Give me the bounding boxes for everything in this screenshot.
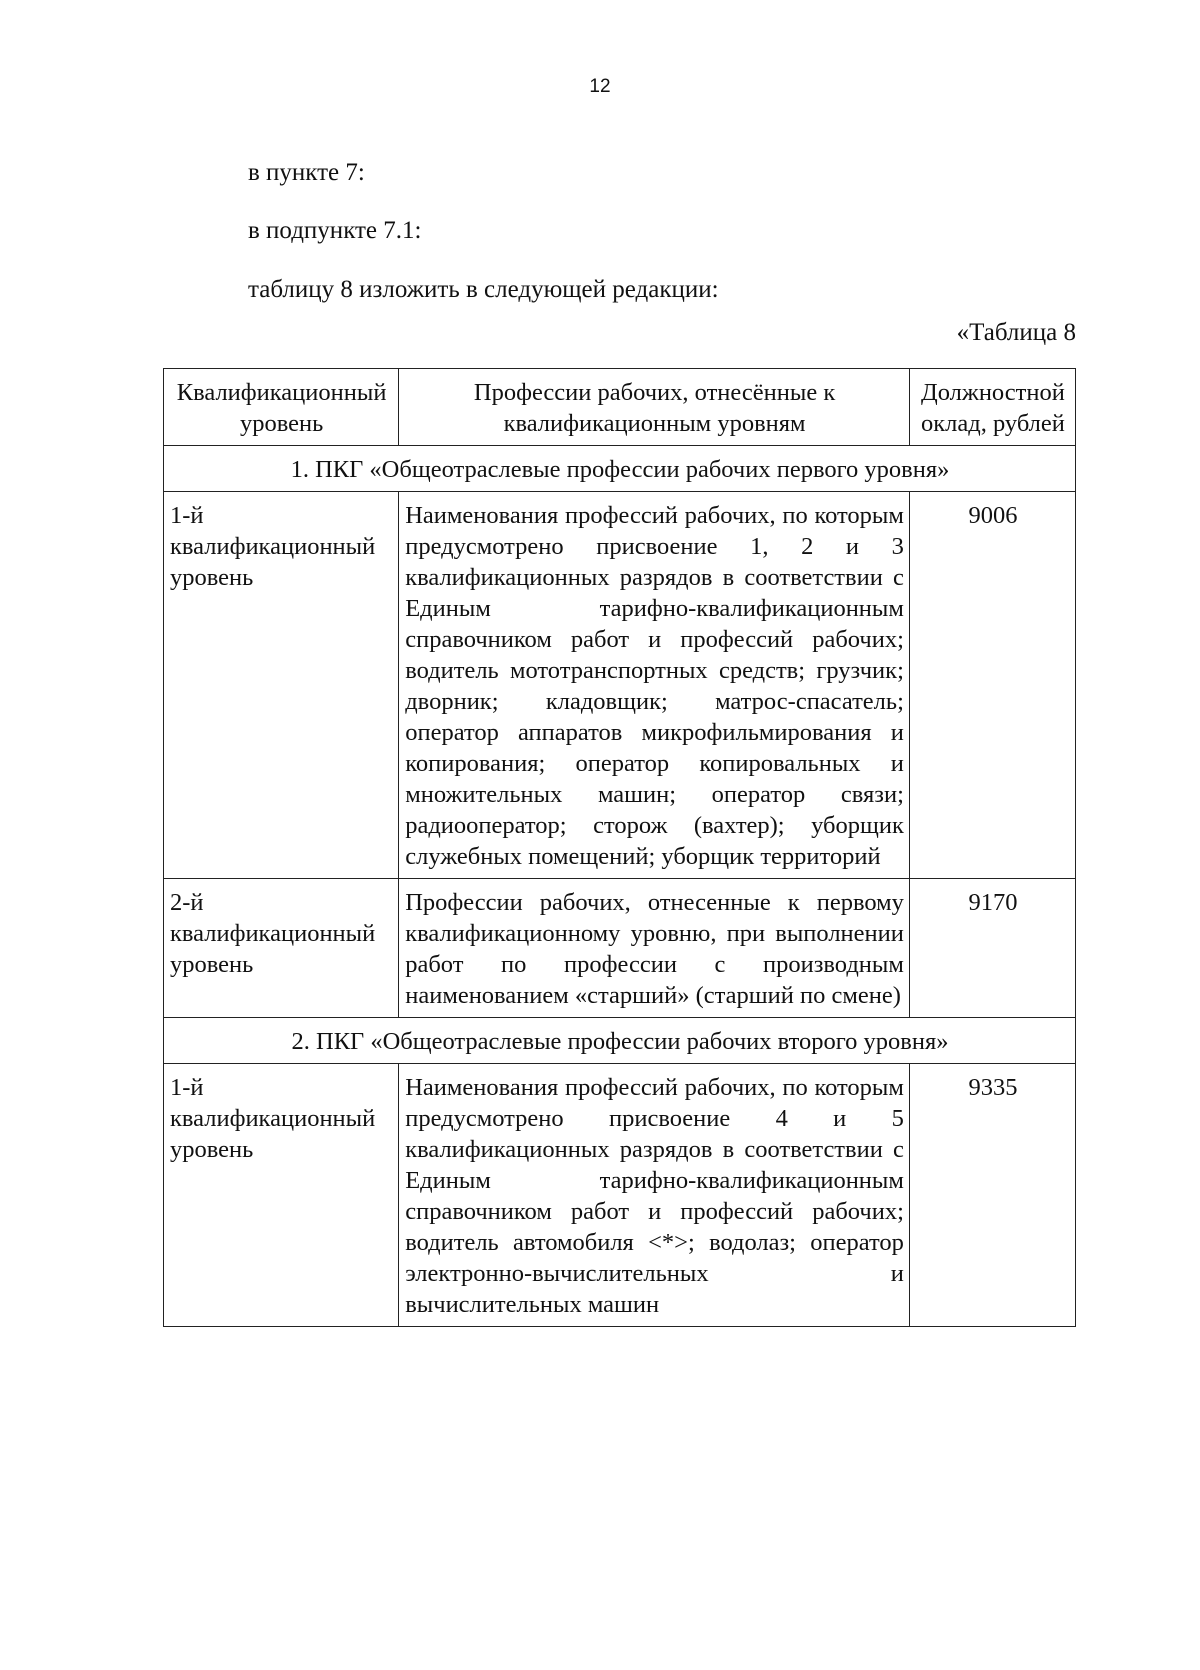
intro-line-table-instruction: таблицу 8 изложить в следующей редакции: bbox=[248, 276, 719, 303]
professions-cell: Наименования профессий рабочих, по которым предусмотрено присвоение 4 и 5 квалификационных разрядов в соответствии с Единым тарифно-квалификационным справочником работ и профессий рабочих; водитель автомобиля <*>; водолаз; оператор электронно-вычислительных и вычислительных машин bbox=[399, 1064, 910, 1327]
level-cell bbox=[164, 1064, 399, 1327]
level-word: квалификационный bbox=[170, 920, 376, 947]
level-suffix: уровень bbox=[170, 564, 254, 591]
intro-line-subitem-7-1: в подпункте 7.1: bbox=[248, 217, 422, 244]
level-number: 1-й bbox=[170, 1074, 204, 1101]
salary-cell: 9335 bbox=[909, 1064, 1075, 1327]
page-number: 12 bbox=[589, 76, 611, 97]
table-row bbox=[164, 879, 1076, 1018]
level-word: квалификационный bbox=[170, 1105, 376, 1132]
level-number: 2-й bbox=[170, 889, 204, 916]
table-row bbox=[164, 1064, 1076, 1327]
salary-table bbox=[163, 368, 1076, 1327]
level-suffix: уровень bbox=[170, 1136, 254, 1163]
table-row bbox=[164, 492, 1076, 879]
level-cell bbox=[164, 492, 399, 879]
group-row bbox=[164, 446, 1076, 492]
header-salary: Должностной оклад, рублей bbox=[909, 369, 1075, 446]
header-level: Квалификационный уровень bbox=[164, 369, 399, 446]
professions-cell: Наименования профессий рабочих, по которым предусмотрено присвоение 1, 2 и 3 квалификационных разрядов в соответствии с Единым тарифно-квалификационным справочником работ и профессий рабочих; водитель мототранспортных средств; грузчик; дворник; кладовщик; матрос-спасатель; оператор аппаратов микрофильмирования и копирования; оператор копировальных и множительных машин; оператор связи; радиооператор; сторож (вахтер); уборщик служебных помещений; уборщик территорий bbox=[399, 492, 910, 879]
table-header-row bbox=[164, 369, 1076, 446]
salary-cell: 9006 bbox=[909, 492, 1075, 879]
level-word: квалификационный bbox=[170, 533, 376, 560]
salary-cell: 9170 bbox=[909, 879, 1075, 1018]
table-caption: «Таблица 8 bbox=[956, 319, 1076, 346]
level-suffix: уровень bbox=[170, 951, 254, 978]
intro-line-item-7: в пункте 7: bbox=[248, 159, 365, 186]
level-cell bbox=[164, 879, 399, 1018]
professions-cell: Профессии рабочих, отнесенные к первому квалификационному уровню, при выполнении работ по профессии с производным наименованием «старший» (старший по смене) bbox=[399, 879, 910, 1018]
header-professions: Профессии рабочих, отнесённые к квалификационным уровням bbox=[399, 369, 910, 446]
group-title-1: 1. ПКГ «Общеотраслевые профессии рабочих первого уровня» bbox=[164, 446, 1076, 492]
group-title-2: 2. ПКГ «Общеотраслевые профессии рабочих второго уровня» bbox=[164, 1018, 1076, 1064]
group-row bbox=[164, 1018, 1076, 1064]
level-number: 1-й bbox=[170, 502, 204, 529]
